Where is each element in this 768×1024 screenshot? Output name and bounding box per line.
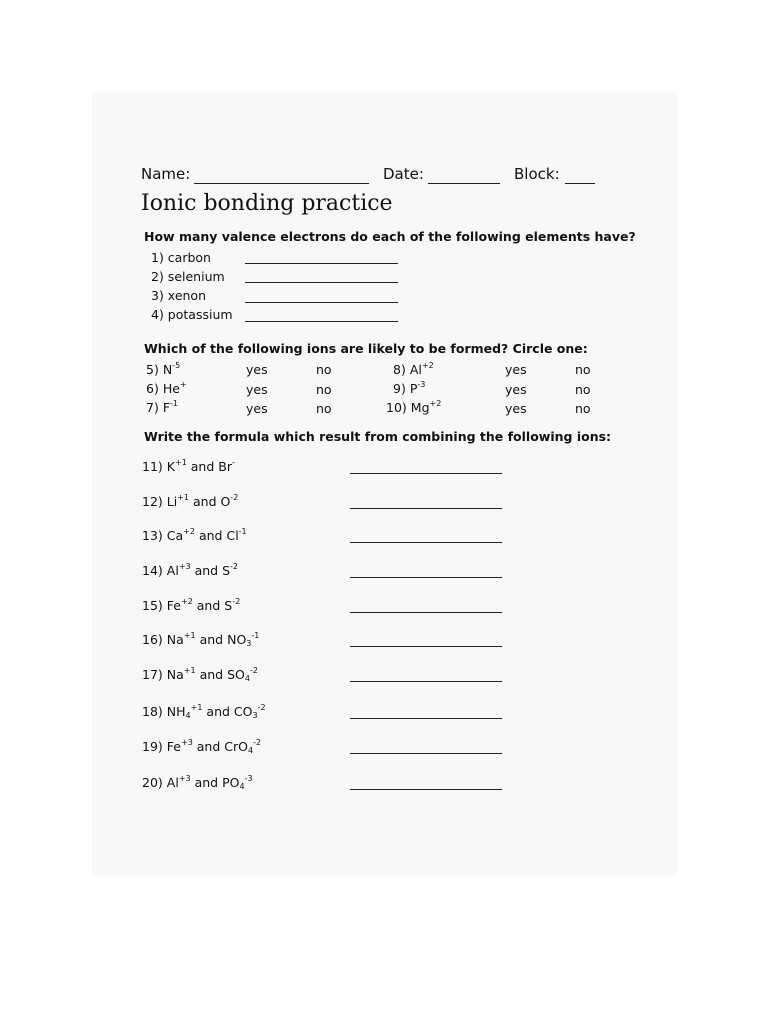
answer-blank[interactable]: [350, 681, 502, 682]
ion-item: 6) He+: [146, 380, 187, 396]
formula-item: 12) $Li^{+1}$ and $O^{-2}$: [142, 493, 239, 509]
formula-item: 14) $Al^{+3}$ and $S^{-2}$: [142, 562, 239, 578]
ion-item: 10) $Mg^{+2}$: [386, 399, 442, 415]
yes-option[interactable]: yes: [246, 362, 268, 377]
answer-blank[interactable]: [245, 302, 398, 303]
answer-blank[interactable]: [350, 789, 502, 790]
yes-option[interactable]: yes: [505, 362, 527, 377]
date-label: Date:: [383, 165, 424, 183]
section1-question: How many valence electrons do each of the following elements have?: [144, 229, 636, 244]
formula-item: 13) $Ca^{+2}$ and $Cl^{-1}$: [142, 527, 247, 543]
list-item: 2) selenium: [151, 269, 225, 284]
answer-blank[interactable]: [245, 282, 398, 283]
answer-blank[interactable]: [245, 263, 398, 264]
list-item: 4) potassium: [151, 307, 233, 322]
ion-item: 5) $N^{-5}$: [146, 361, 181, 377]
answer-blank[interactable]: [350, 577, 502, 578]
date-blank[interactable]: [428, 183, 500, 184]
ion-item: 8) $Al^{+2}$: [393, 361, 434, 377]
name-label: Name:: [141, 165, 191, 183]
list-item: 1) carbon: [151, 250, 211, 265]
formula-item: 17) $Na^{+1}$ and $SO_4^{-2}$: [142, 666, 258, 683]
no-option[interactable]: no: [575, 362, 591, 377]
answer-blank[interactable]: [245, 321, 398, 322]
block-label: Block:: [514, 165, 560, 183]
no-option[interactable]: no: [316, 362, 332, 377]
no-option[interactable]: no: [575, 382, 591, 397]
formula-item: 18) $NH_4^{+1}$ and $CO_3^{-2}$: [142, 703, 266, 720]
formula-item: 15) $Fe^{+2}$ and $S^{-2}$: [142, 597, 241, 613]
yes-option[interactable]: yes: [246, 382, 268, 397]
block-blank[interactable]: [565, 183, 595, 184]
answer-blank[interactable]: [350, 612, 502, 613]
formula-item: 20) $Al^{+3}$ and $PO_4^{-3}$: [142, 774, 253, 791]
name-blank[interactable]: [194, 183, 369, 184]
yes-option[interactable]: yes: [505, 382, 527, 397]
no-option[interactable]: no: [316, 401, 332, 416]
answer-blank[interactable]: [350, 753, 502, 754]
formula-item: 19) $Fe^{+3}$ and CrO$_4^{-2}$: [142, 738, 262, 755]
formula-item: 11) $K^{+1}$ and Br-: [142, 458, 235, 474]
list-item: 3) xenon: [151, 288, 206, 303]
yes-option[interactable]: yes: [505, 401, 527, 416]
yes-option[interactable]: yes: [246, 401, 268, 416]
ion-item: 9) $P^{-3}$: [393, 380, 426, 396]
section3-question: Write the formula which result from combining the following ions:: [144, 429, 612, 444]
answer-blank[interactable]: [350, 718, 502, 719]
ion-item: 7) $F^{-1}$: [146, 399, 179, 415]
answer-blank[interactable]: [350, 508, 502, 509]
section2-question: Which of the following ions are likely to be formed? Circle one:: [144, 341, 588, 356]
answer-blank[interactable]: [350, 542, 502, 543]
page-title: Ionic bonding practice: [141, 191, 393, 216]
answer-blank[interactable]: [350, 473, 502, 474]
formula-item: 16) $Na^{+1}$ and $NO_3^{-1}$: [142, 631, 260, 648]
no-option[interactable]: no: [316, 382, 332, 397]
answer-blank[interactable]: [350, 646, 502, 647]
no-option[interactable]: no: [575, 401, 591, 416]
